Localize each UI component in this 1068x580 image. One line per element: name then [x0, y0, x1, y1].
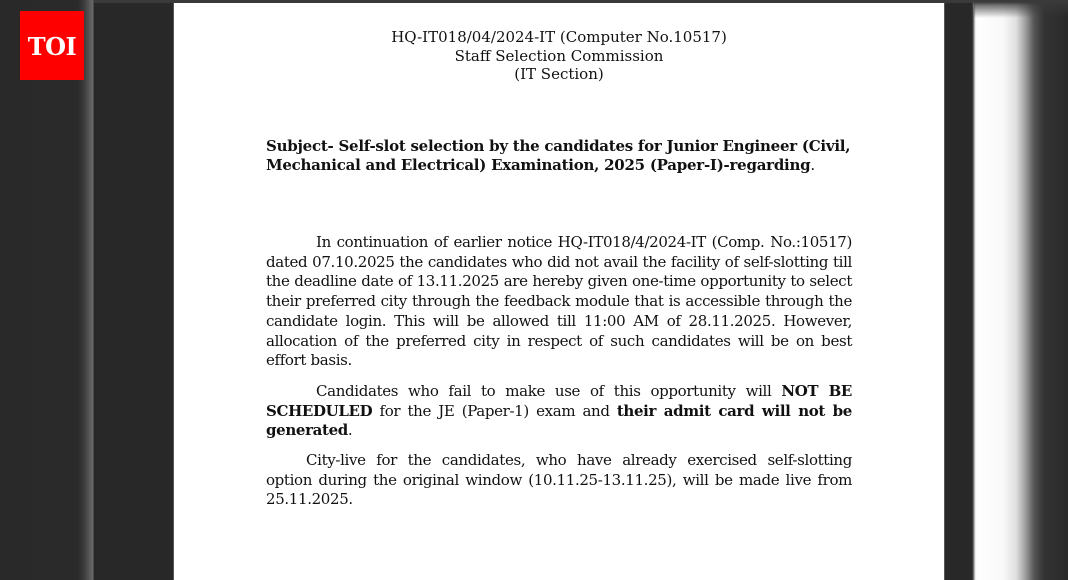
left-panel — [0, 0, 94, 580]
section-name: (IT Section) — [514, 65, 604, 83]
subject-text: Subject- Self-slot selection by the candidates for Junior Engineer (Civil, Mechanical and Electrical) Examination, 2025 (Paper-I)-regarding — [266, 137, 851, 174]
subject-end: . — [810, 156, 815, 174]
warning-bold-admit-card: their admit card will not be generated — [266, 401, 852, 440]
warning-text-1: Candidates who fail to make use of this opportunity will — [316, 382, 782, 400]
organization-name: Staff Selection Commission — [454, 46, 664, 65]
warning-text-3: . — [347, 421, 353, 440]
right-blurred-panel — [974, 3, 1068, 580]
warning-text-2: for the JE (Paper-1) exam and — [372, 401, 617, 420]
logo-text: TOI — [27, 31, 77, 61]
warning-bold-not-scheduled: NOT BE SCHEDULED — [266, 382, 852, 420]
paragraph-city-live: City-live for the candidates, who have already exercised self-slotting option during the original window (10.11.25-13.11.25), will be made live from 25.11.2025. — [266, 451, 852, 509]
paragraph-continuation-notice: In continuation of earlier notice HQ-IT018/4/2024-IT (Comp. No.:10517) dated 07.10.2025 the candidates who did not avail the facility of self-slotting till the deadline date of 13.11.2025 are hereby given one-time opportunity to select their preferred city through the feedback module that is accessible through the candidate login. This will be allowed till 11:00 AM of 28.11.2025. However, allocation of the preferred city in respect of such candidates will be on best effort basis. — [266, 233, 852, 370]
notice-header — [266, 28, 852, 84]
reference-number: HQ-IT018/04/2024-IT (Computer No.10517) — [391, 28, 727, 46]
right-panel-top-shade — [974, 0, 1068, 18]
subject-line — [266, 137, 852, 175]
toi-logo — [20, 11, 84, 80]
paragraph-warning — [266, 382, 852, 441]
